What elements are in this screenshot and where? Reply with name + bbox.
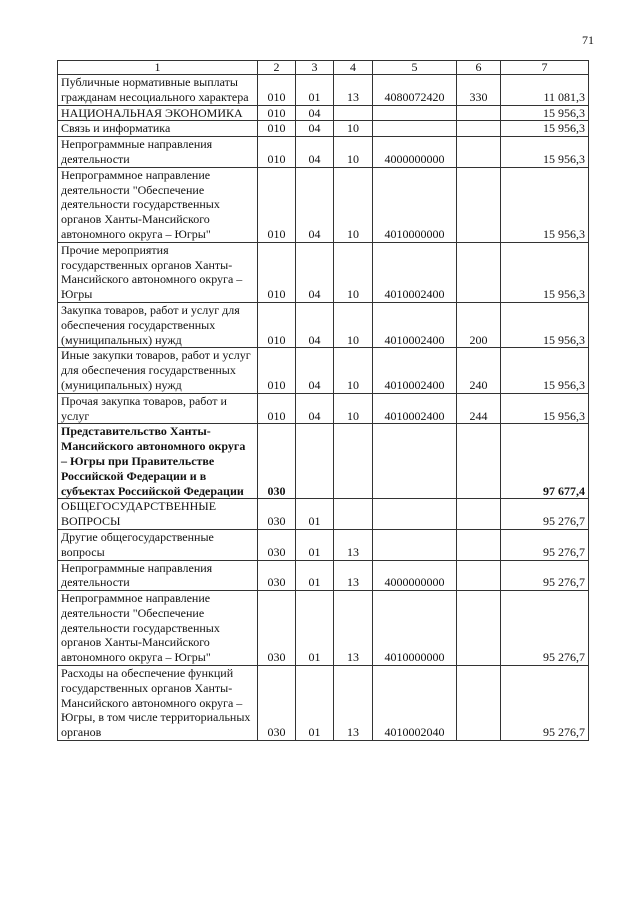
row-target-article: 4010002400 <box>373 242 457 302</box>
row-amount: 95 276,7 <box>501 529 589 560</box>
column-header-7: 7 <box>501 61 589 75</box>
table-row <box>58 348 589 393</box>
row-section-code: 01 <box>296 560 334 591</box>
page-number: 71 <box>582 33 594 47</box>
row-amount: 15 956,3 <box>501 242 589 302</box>
row-ministry-code: 010 <box>258 105 296 121</box>
row-expense-type: 240 <box>457 348 501 393</box>
row-expense-type: 200 <box>457 302 501 347</box>
row-amount: 15 956,3 <box>501 393 589 424</box>
table-row <box>58 393 589 424</box>
row-name: Закупка товаров, работ и услуг для обеспечения государственных (муниципальных) нужд <box>58 302 258 347</box>
table-row <box>58 591 589 666</box>
row-amount: 15 956,3 <box>501 105 589 121</box>
column-header-5: 5 <box>373 61 457 75</box>
row-ministry-code: 010 <box>258 75 296 106</box>
row-target-article: 4080072420 <box>373 75 457 106</box>
row-section-code: 01 <box>296 499 334 530</box>
row-ministry-code: 030 <box>258 529 296 560</box>
row-amount: 15 956,3 <box>501 137 589 168</box>
row-name: ОБЩЕГОСУДАРСТВЕННЫЕ ВОПРОСЫ <box>58 499 258 530</box>
row-subsection-code: 13 <box>334 560 373 591</box>
row-name: НАЦИОНАЛЬНАЯ ЭКОНОМИКА <box>58 105 258 121</box>
column-header-3: 3 <box>296 61 334 75</box>
table-row <box>58 75 589 106</box>
row-name: Непрограммное направление деятельности "Обеспечение деятельности государственных органов Ханты-Мансийского автономного округа – Югры" <box>58 591 258 666</box>
row-amount: 15 956,3 <box>501 167 589 242</box>
row-name: Расходы на обеспечение функций государственных органов Ханты-Мансийского автономного округа – Югры, в том числе территориальных органов <box>58 666 258 741</box>
row-amount: 11 081,3 <box>501 75 589 106</box>
table-row <box>58 529 589 560</box>
row-ministry-code: 030 <box>258 424 296 499</box>
row-subsection-code: 13 <box>334 591 373 666</box>
row-expense-type <box>457 529 501 560</box>
row-expense-type <box>457 424 501 499</box>
row-amount: 95 276,7 <box>501 560 589 591</box>
row-section-code: 04 <box>296 348 334 393</box>
row-section-code: 04 <box>296 105 334 121</box>
row-subsection-code: 10 <box>334 137 373 168</box>
row-name: Представительство Ханты-Мансийского автономного округа – Югры при Правительстве Российской Федерации и в субъектах Российской Федерации <box>58 424 258 499</box>
row-name: Связь и информатика <box>58 121 258 137</box>
row-subsection-code <box>334 105 373 121</box>
row-subsection-code: 13 <box>334 529 373 560</box>
row-ministry-code: 010 <box>258 393 296 424</box>
row-subsection-code: 10 <box>334 302 373 347</box>
row-ministry-code: 030 <box>258 499 296 530</box>
row-name: Иные закупки товаров, работ и услуг для обеспечения государственных (муниципальных) нужд <box>58 348 258 393</box>
row-target-article: 4000000000 <box>373 560 457 591</box>
row-expense-type <box>457 499 501 530</box>
row-target-article: 4010002040 <box>373 666 457 741</box>
row-subsection-code <box>334 499 373 530</box>
row-expense-type <box>457 167 501 242</box>
column-header-2: 2 <box>258 61 296 75</box>
table-row <box>58 242 589 302</box>
row-target-article: 4010002400 <box>373 393 457 424</box>
table-row <box>58 167 589 242</box>
row-target-article: 4010002400 <box>373 302 457 347</box>
row-target-article: 4010000000 <box>373 167 457 242</box>
row-expense-type <box>457 121 501 137</box>
row-section-code: 01 <box>296 75 334 106</box>
table-row <box>58 560 589 591</box>
row-subsection-code: 10 <box>334 393 373 424</box>
row-section-code: 01 <box>296 666 334 741</box>
row-amount: 95 276,7 <box>501 591 589 666</box>
row-target-article: 4000000000 <box>373 137 457 168</box>
row-amount: 95 276,7 <box>501 499 589 530</box>
table-row <box>58 302 589 347</box>
table-row <box>58 666 589 741</box>
row-expense-type <box>457 591 501 666</box>
row-ministry-code: 010 <box>258 167 296 242</box>
row-target-article <box>373 424 457 499</box>
row-ministry-code: 030 <box>258 591 296 666</box>
row-expense-type <box>457 666 501 741</box>
column-header-6: 6 <box>457 61 501 75</box>
budget-table <box>57 60 589 741</box>
table-row <box>58 105 589 121</box>
row-name: Непрограммные направления деятельности <box>58 560 258 591</box>
row-section-code: 04 <box>296 393 334 424</box>
row-target-article <box>373 121 457 137</box>
row-subsection-code: 10 <box>334 121 373 137</box>
column-header-1: 1 <box>58 61 258 75</box>
row-expense-type <box>457 560 501 591</box>
row-name: Прочая закупка товаров, работ и услуг <box>58 393 258 424</box>
row-ministry-code: 030 <box>258 666 296 741</box>
table-row <box>58 424 589 499</box>
table-row <box>58 121 589 137</box>
row-expense-type <box>457 242 501 302</box>
row-ministry-code: 010 <box>258 242 296 302</box>
row-section-code: 04 <box>296 302 334 347</box>
row-target-article: 4010000000 <box>373 591 457 666</box>
row-amount: 95 276,7 <box>501 666 589 741</box>
row-section-code: 04 <box>296 167 334 242</box>
row-name: Прочие мероприятия государственных органов Ханты-Мансийского автономного округа – Югры <box>58 242 258 302</box>
row-name: Непрограммное направление деятельности "Обеспечение деятельности государственных органов Ханты-Мансийского автономного округа – Югры" <box>58 167 258 242</box>
row-expense-type: 244 <box>457 393 501 424</box>
row-expense-type <box>457 105 501 121</box>
row-amount: 15 956,3 <box>501 348 589 393</box>
row-subsection-code: 10 <box>334 242 373 302</box>
row-ministry-code: 010 <box>258 348 296 393</box>
row-target-article <box>373 105 457 121</box>
row-expense-type: 330 <box>457 75 501 106</box>
row-subsection-code: 13 <box>334 666 373 741</box>
row-section-code: 01 <box>296 591 334 666</box>
table-row <box>58 499 589 530</box>
row-target-article: 4010002400 <box>373 348 457 393</box>
row-amount: 15 956,3 <box>501 121 589 137</box>
row-expense-type <box>457 137 501 168</box>
table-row <box>58 137 589 168</box>
row-subsection-code <box>334 424 373 499</box>
row-amount: 97 677,4 <box>501 424 589 499</box>
row-ministry-code: 030 <box>258 560 296 591</box>
column-header-4: 4 <box>334 61 373 75</box>
row-section-code: 01 <box>296 529 334 560</box>
row-target-article <box>373 529 457 560</box>
row-section-code: 04 <box>296 137 334 168</box>
column-number-row <box>58 61 589 75</box>
row-section-code <box>296 424 334 499</box>
row-ministry-code: 010 <box>258 121 296 137</box>
row-name: Публичные нормативные выплаты гражданам несоциального характера <box>58 75 258 106</box>
row-ministry-code: 010 <box>258 137 296 168</box>
row-subsection-code: 13 <box>334 75 373 106</box>
row-section-code: 04 <box>296 242 334 302</box>
row-section-code: 04 <box>296 121 334 137</box>
row-name: Другие общегосударственные вопросы <box>58 529 258 560</box>
row-target-article <box>373 499 457 530</box>
row-name: Непрограммные направления деятельности <box>58 137 258 168</box>
row-ministry-code: 010 <box>258 302 296 347</box>
row-subsection-code: 10 <box>334 167 373 242</box>
row-subsection-code: 10 <box>334 348 373 393</box>
row-amount: 15 956,3 <box>501 302 589 347</box>
